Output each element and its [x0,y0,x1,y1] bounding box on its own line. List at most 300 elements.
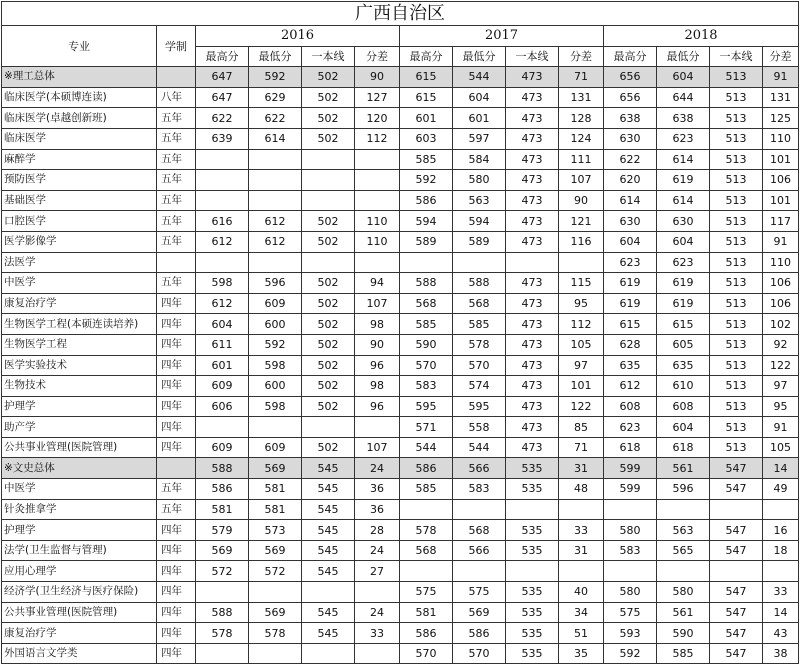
col-header-diff: 分差 [763,46,799,67]
score-cell: 513 [710,396,763,417]
score-cell: 639 [196,128,249,149]
score-cell: 599 [604,479,657,500]
score-cell: 592 [249,67,302,88]
length-cell: 五年 [157,108,196,129]
score-cell: 107 [559,170,604,191]
score-cell: 619 [657,273,710,294]
score-cell: 535 [506,582,559,603]
col-header-min: 最低分 [453,46,506,67]
score-cell: 513 [710,355,763,376]
score-cell: 110 [763,128,799,149]
score-cell: 656 [604,67,657,88]
score-cell: 36 [355,479,400,500]
score-cell: 473 [506,149,559,170]
table-row [2,231,799,252]
score-cell: 473 [506,396,559,417]
score-cell: 619 [657,293,710,314]
score-cell: 618 [657,437,710,458]
score-cell: 513 [710,170,763,191]
score-cell: 614 [604,190,657,211]
score-cell: 566 [453,458,506,479]
score-cell: 131 [559,87,604,108]
score-cell: 28 [355,520,400,541]
score-cell [763,499,799,520]
score-cell: 545 [302,458,355,479]
score-cell: 117 [763,211,799,232]
score-cell: 580 [657,582,710,603]
score-cell: 90 [559,190,604,211]
score-cell: 629 [249,87,302,108]
score-cell: 31 [559,540,604,561]
score-cell [196,252,249,273]
score-cell: 90 [355,334,400,355]
score-cell: 578 [249,623,302,644]
score-cell: 563 [657,520,710,541]
score-cell: 544 [453,67,506,88]
score-cell: 34 [559,602,604,623]
score-cell: 513 [710,273,763,294]
score-cell: 115 [559,273,604,294]
col-header-min: 最低分 [657,46,710,67]
score-cell: 638 [657,108,710,129]
score-cell: 561 [657,602,710,623]
score-cell: 513 [710,231,763,252]
score-cell: 535 [506,643,559,664]
score-cell: 513 [710,190,763,211]
score-cell: 95 [559,293,604,314]
score-cell [710,561,763,582]
score-cell: 630 [604,128,657,149]
table-row [2,293,799,314]
score-cell: 578 [196,623,249,644]
score-cell: 581 [249,479,302,500]
score-cell: 125 [763,108,799,129]
score-cell: 575 [604,602,657,623]
score-cell: 473 [506,376,559,397]
score-cell: 586 [400,623,453,644]
score-cell: 574 [453,376,506,397]
major-cell: 临床医学 [2,128,157,149]
score-cell: 513 [710,149,763,170]
score-cell: 18 [763,540,799,561]
year-header-2017: 2017 [400,26,604,47]
score-cell: 569 [249,458,302,479]
score-cell: 570 [400,355,453,376]
score-cell [355,190,400,211]
major-cell: 医学实验技术 [2,355,157,376]
score-cell: 585 [453,314,506,335]
score-cell: 111 [559,149,604,170]
length-cell: 四年 [157,437,196,458]
score-cell: 473 [506,170,559,191]
length-cell: 四年 [157,540,196,561]
table-row [2,211,799,232]
score-cell: 558 [453,417,506,438]
score-cell: 583 [604,540,657,561]
length-cell: 四年 [157,602,196,623]
score-cell: 107 [355,437,400,458]
score-cell: 116 [559,231,604,252]
score-cell: 573 [249,520,302,541]
length-cell [157,67,196,88]
table-title: 广西自治区 [2,2,799,26]
score-cell: 71 [559,67,604,88]
score-cell: 513 [710,128,763,149]
table-row [2,376,799,397]
score-cell: 106 [763,273,799,294]
score-cell: 614 [657,149,710,170]
score-cell: 502 [302,293,355,314]
score-cell [196,417,249,438]
score-cell: 595 [400,396,453,417]
score-cell [249,190,302,211]
score-cell: 35 [559,643,604,664]
major-cell: 经济学(卫生经济与医疗保险) [2,582,157,603]
score-cell: 122 [559,396,604,417]
score-cell: 581 [400,602,453,623]
score-cell: 97 [763,376,799,397]
score-cell: 604 [604,231,657,252]
table-row-summary [2,458,799,479]
length-header: 学制 [157,26,196,67]
length-cell: 四年 [157,355,196,376]
score-cell [249,149,302,170]
score-cell: 572 [249,561,302,582]
score-cell: 545 [302,479,355,500]
score-cell: 586 [196,479,249,500]
score-cell [710,499,763,520]
score-cell: 630 [604,211,657,232]
score-cell: 566 [453,540,506,561]
table-row [2,149,799,170]
score-cell: 583 [400,376,453,397]
score-cell: 619 [604,273,657,294]
score-cell [506,561,559,582]
score-cell: 608 [657,396,710,417]
score-cell: 535 [506,602,559,623]
score-cell [249,582,302,603]
score-cell: 95 [763,396,799,417]
score-cell: 584 [453,149,506,170]
table-row [2,520,799,541]
score-cell: 572 [196,561,249,582]
score-cell: 545 [302,499,355,520]
score-cell: 473 [506,437,559,458]
table-row [2,190,799,211]
score-cell: 616 [196,211,249,232]
table-row [2,314,799,335]
score-cell: 569 [453,602,506,623]
score-cell: 502 [302,376,355,397]
score-cell: 90 [355,67,400,88]
score-cell: 33 [559,520,604,541]
major-cell: ※文史总体 [2,458,157,479]
score-cell: 590 [400,334,453,355]
score-cell [196,582,249,603]
col-header-max: 最高分 [400,46,453,67]
score-cell [506,252,559,273]
table-row [2,417,799,438]
score-cell: 473 [506,293,559,314]
major-cell: 助产学 [2,417,157,438]
score-cell [302,252,355,273]
length-cell: 五年 [157,128,196,149]
table-row [2,582,799,603]
major-cell: 护理学 [2,520,157,541]
score-cell: 580 [604,582,657,603]
score-cell: 513 [710,314,763,335]
score-cell: 513 [710,334,763,355]
score-cell: 547 [710,602,763,623]
score-cell: 33 [355,623,400,644]
score-cell: 590 [657,623,710,644]
major-cell: 康复治疗学 [2,623,157,644]
score-cell: 604 [657,67,710,88]
score-cell: 647 [196,87,249,108]
score-cell: 473 [506,211,559,232]
score-cell: 502 [302,87,355,108]
score-cell: 619 [657,170,710,191]
score-cell [400,252,453,273]
score-cell: 513 [710,67,763,88]
length-cell: 五年 [157,170,196,191]
score-cell: 107 [355,293,400,314]
score-cell: 575 [400,582,453,603]
score-cell: 619 [604,293,657,314]
score-cell: 598 [249,355,302,376]
score-cell [355,417,400,438]
score-cell: 622 [249,108,302,129]
score-cell: 85 [559,417,604,438]
score-cell: 586 [453,623,506,644]
score-cell: 575 [453,582,506,603]
score-cell: 615 [604,314,657,335]
score-cell: 94 [355,273,400,294]
score-cell: 502 [302,396,355,417]
score-cell: 612 [604,376,657,397]
score-cell: 24 [355,540,400,561]
score-cell [657,499,710,520]
score-cell: 569 [249,540,302,561]
score-cell: 24 [355,458,400,479]
score-cell: 535 [506,623,559,644]
score-cell: 122 [763,355,799,376]
score-cell: 473 [506,314,559,335]
score-cell: 502 [302,128,355,149]
score-cell: 568 [453,520,506,541]
score-cell: 600 [249,376,302,397]
score-cell: 102 [763,314,799,335]
score-cell: 612 [196,231,249,252]
score-cell [249,170,302,191]
major-cell: 公共事业管理(医院管理) [2,437,157,458]
score-cell: 585 [400,314,453,335]
score-cell: 112 [559,314,604,335]
col-header-max: 最高分 [604,46,657,67]
score-cell: 618 [604,437,657,458]
col-header-line: 一本线 [302,46,355,67]
score-cell: 614 [657,190,710,211]
score-cell [355,170,400,191]
score-cell: 131 [763,87,799,108]
major-cell: 中医学 [2,479,157,500]
score-cell: 589 [400,231,453,252]
score-cell: 48 [559,479,604,500]
score-cell: 473 [506,87,559,108]
score-cell: 592 [604,643,657,664]
score-cell: 588 [196,602,249,623]
score-cell: 597 [453,128,506,149]
major-cell: 口腔医学 [2,211,157,232]
score-cell: 502 [302,314,355,335]
table-row [2,170,799,191]
table-row [2,273,799,294]
length-cell: 五年 [157,231,196,252]
score-cell: 580 [604,520,657,541]
score-cell [559,499,604,520]
major-cell: 生物技术 [2,376,157,397]
major-cell: ※理工总体 [2,67,157,88]
score-cell: 615 [400,67,453,88]
length-cell: 五年 [157,479,196,500]
major-cell: 临床医学(卓越创新班) [2,108,157,129]
score-cell: 599 [604,458,657,479]
length-cell: 四年 [157,314,196,335]
score-cell: 570 [400,643,453,664]
score-cell: 98 [355,314,400,335]
table-row-summary [2,67,799,88]
score-cell: 473 [506,273,559,294]
score-cell: 589 [453,231,506,252]
score-cell: 568 [400,293,453,314]
score-cell: 609 [249,437,302,458]
score-cell: 513 [710,293,763,314]
score-cell: 615 [400,87,453,108]
table-row [2,355,799,376]
score-cell: 598 [196,273,249,294]
length-cell: 五年 [157,190,196,211]
score-cell: 581 [249,499,302,520]
score-cell: 601 [400,108,453,129]
major-cell: 生物医学工程(本硕连读培养) [2,314,157,335]
score-cell: 43 [763,623,799,644]
major-cell: 麻醉学 [2,149,157,170]
length-cell: 五年 [157,149,196,170]
score-cell: 635 [657,355,710,376]
score-cell: 110 [355,231,400,252]
score-cell: 585 [400,479,453,500]
score-cell: 596 [657,479,710,500]
score-cell: 473 [506,417,559,438]
score-cell: 656 [604,87,657,108]
score-cell: 91 [763,67,799,88]
length-cell: 五年 [157,211,196,232]
col-header-diff: 分差 [559,46,604,67]
score-cell: 614 [249,128,302,149]
length-cell: 八年 [157,87,196,108]
score-cell: 120 [355,108,400,129]
score-cell [355,582,400,603]
score-cell: 106 [763,170,799,191]
score-cell [763,561,799,582]
score-cell: 604 [657,417,710,438]
score-cell [302,149,355,170]
score-cell: 609 [196,437,249,458]
major-cell: 公共事业管理(医院管理) [2,602,157,623]
score-cell: 473 [506,108,559,129]
score-cell: 568 [453,293,506,314]
major-cell: 法医学 [2,252,157,273]
score-cell: 603 [400,128,453,149]
score-cell: 502 [302,211,355,232]
score-cell: 49 [763,479,799,500]
score-cell: 612 [196,293,249,314]
table-row [2,561,799,582]
score-cell: 473 [506,231,559,252]
score-cell: 628 [604,334,657,355]
score-cell: 609 [196,376,249,397]
score-cell: 473 [506,128,559,149]
score-cell: 513 [710,87,763,108]
major-cell: 生物医学工程 [2,334,157,355]
score-cell: 547 [710,540,763,561]
score-cell: 594 [453,211,506,232]
score-cell: 595 [453,396,506,417]
major-cell: 基础医学 [2,190,157,211]
score-cell [302,170,355,191]
score-cell: 502 [302,108,355,129]
score-cell: 91 [763,231,799,252]
score-cell: 51 [559,623,604,644]
score-cell: 570 [453,355,506,376]
score-cell: 569 [249,602,302,623]
score-cell: 40 [559,582,604,603]
score-cell: 580 [453,170,506,191]
score-cell [559,561,604,582]
score-cell: 473 [506,190,559,211]
score-cell: 92 [763,334,799,355]
score-cell: 535 [506,520,559,541]
score-cell [249,417,302,438]
major-cell: 应用心理学 [2,561,157,582]
score-cell: 110 [355,211,400,232]
score-cell: 96 [355,396,400,417]
score-cell: 581 [196,499,249,520]
score-cell: 101 [559,376,604,397]
score-cell: 535 [506,479,559,500]
score-cell: 608 [604,396,657,417]
major-cell: 医学影像学 [2,231,157,252]
length-cell: 四年 [157,520,196,541]
score-cell [400,499,453,520]
length-cell: 五年 [157,273,196,294]
length-cell: 五年 [157,499,196,520]
score-cell [604,499,657,520]
score-cell [604,561,657,582]
score-cell [453,499,506,520]
table-row [2,437,799,458]
score-cell: 502 [302,355,355,376]
score-cell: 588 [400,273,453,294]
score-cell: 578 [453,334,506,355]
score-cell: 586 [400,190,453,211]
score-cell [196,149,249,170]
score-cell: 583 [453,479,506,500]
score-cell [400,561,453,582]
score-cell: 513 [710,108,763,129]
year-header-2018: 2018 [604,26,799,47]
score-cell: 121 [559,211,604,232]
